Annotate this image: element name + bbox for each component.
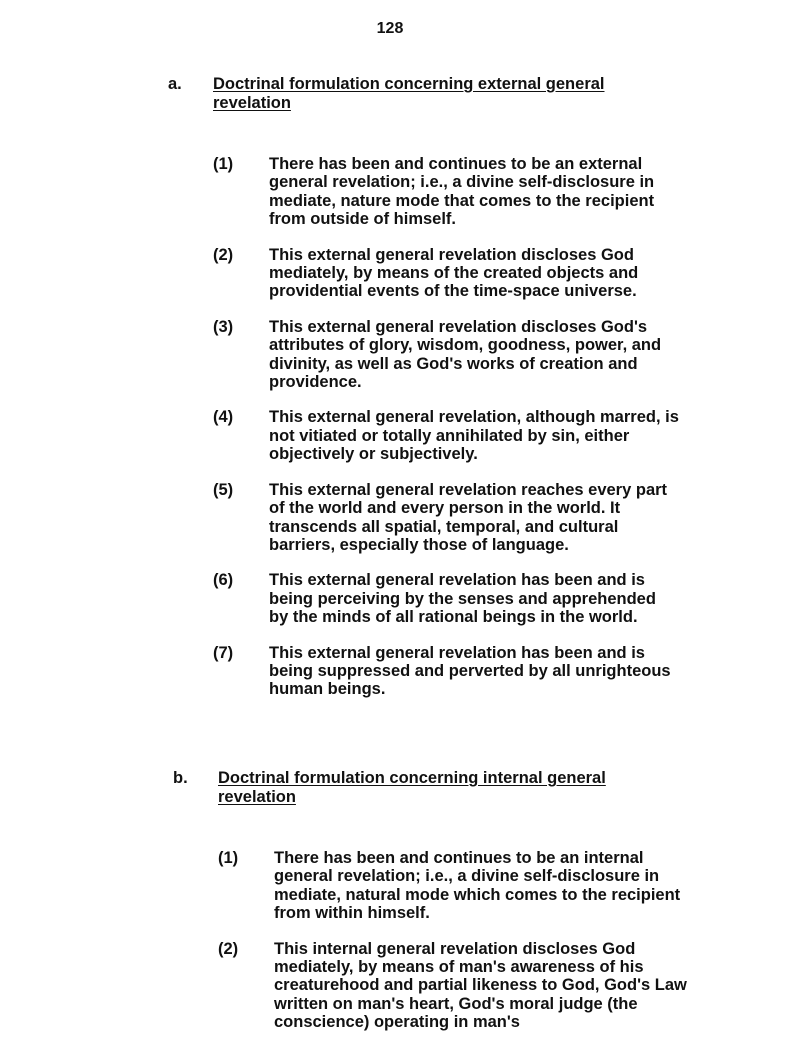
item-number: (7) (213, 643, 234, 662)
item-text: This external general revelation discloses God mediately, by means of the created objects and providential events of the time-space universe. (269, 245, 639, 301)
item-number: (6) (213, 571, 234, 590)
item-number: (5) (213, 480, 234, 499)
item-text: This internal general revelation discloses God mediately, by means of man's awareness of his creaturehood and partial likeness to God, God's Law written on man's heart, God's moral judge (the conscience) operating in man's (274, 939, 687, 1032)
list-item (213, 155, 768, 229)
section-heading (168, 75, 768, 113)
section-heading (173, 769, 773, 807)
item-text: This external general revelation discloses God's attributes of glory, wisdom, goodness, power, and divinity, as well as God's works of creation and providence. (269, 317, 662, 392)
list-item (213, 571, 768, 626)
item-text: There has been and continues to be an internal general revelation; i.e., a divine self-disclosure in mediate, natural mode which comes to the recipient from within himself. (274, 849, 681, 923)
item-number: (4) (213, 408, 234, 427)
list-item (213, 246, 768, 301)
list-item (213, 481, 768, 555)
list-item (218, 849, 773, 923)
list-item (213, 408, 768, 463)
item-number: (3) (213, 317, 234, 336)
section-letter: b. (173, 769, 188, 787)
section-title: Doctrinal formulation concerning external general revelation (213, 75, 605, 112)
page-number: 128 (376, 20, 404, 37)
item-text: This external general revelation, although marred, is not vitiated or totally annihilated by sin, either objectively or subjectively. (269, 408, 679, 464)
list-item (213, 644, 768, 699)
list-item (218, 940, 773, 1032)
numbered-list (218, 849, 773, 1032)
section-a (168, 75, 768, 716)
item-number: (1) (213, 155, 234, 173)
item-text: This external general revelation has been and is being perceiving by the senses and apprehended by the minds of all rational beings in the world. (269, 571, 656, 627)
item-text: This external general revelation reaches every part of the world and every person in the world. It transcends all spatial, temporal, and cultural barriers, especially those of language. (269, 480, 668, 554)
section-title: Doctrinal formulation concerning internal general revelation (218, 769, 606, 806)
item-text: This external general revelation has been and is being suppressed and perverted by all unrighteous human beings. (269, 643, 671, 699)
item-number: (2) (213, 245, 234, 264)
item-number: (2) (218, 939, 239, 958)
item-text: There has been and continues to be an external general revelation; i.e., a divine self-disclosure in mediate, nature mode that comes to the recipient from outside of himself. (269, 155, 655, 229)
numbered-list (213, 155, 768, 699)
section-b (173, 769, 773, 1049)
section-letter: a. (168, 75, 182, 93)
item-number: (1) (218, 849, 239, 867)
list-item (213, 318, 768, 392)
